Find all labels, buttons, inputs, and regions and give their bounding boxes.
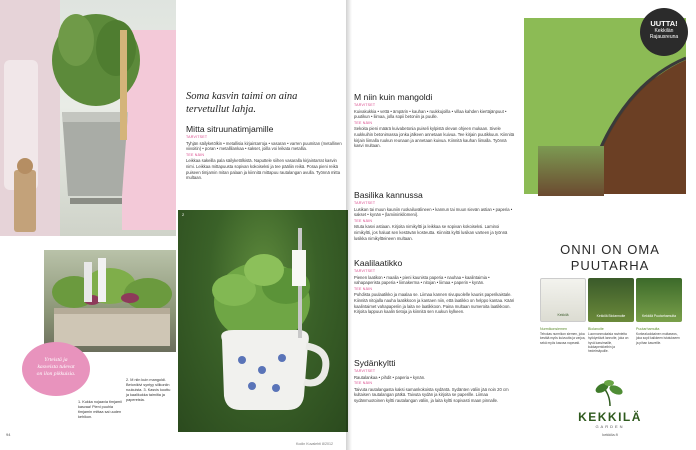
page-ad-kekkila <box>524 0 696 450</box>
product-label: Kekkilä <box>557 313 569 317</box>
intro-line-2: tervetullut lahja. <box>186 104 256 115</box>
section-kicker: TARVITSET <box>354 269 376 273</box>
product-label: Kekkilä Puutarhamulta <box>642 314 676 318</box>
page-number-left: 94 <box>6 432 11 437</box>
photo-cabbage-box <box>44 250 176 352</box>
product-title: Puutarhamulta <box>636 327 660 331</box>
product-seed-bucket <box>540 278 586 322</box>
section-sydankyltti <box>354 358 516 404</box>
section-basilika <box>354 190 516 241</box>
section-title: Basilika kannussa <box>354 190 423 200</box>
section-kicker: TARVITSET <box>186 135 208 139</box>
product-description <box>636 327 682 345</box>
product-description <box>540 327 586 345</box>
section-title: M niin kuin mangoldi <box>354 92 433 102</box>
footer-credit: Kodin Kuvalehti 8/2012 <box>296 442 333 446</box>
cabbage-box-illustration <box>44 250 176 352</box>
badge-line-1: Yrteistä ja <box>44 357 68 363</box>
section-mitta <box>186 124 344 181</box>
page-gutter <box>346 0 352 450</box>
intro-line-1: Soma kasvin taimi on aina <box>186 91 298 102</box>
section-title: Mitta sitruunatimjamille <box>186 124 274 134</box>
section-body: Lusikan tai muun kauniin ruokailuvälineen • kannun tai muun sievän astian • paperia • sakset • kynän • (lamiininkilomeni). <box>354 206 513 218</box>
section-body-2: Sekoita pieni määrä kuivabetonia puiseli kylpistä olevan ohjeen mukaan. Sivele ruukkuihin betonimassa jonka jälkeen annetaan kuivua. Tee kirjain puutikkuun. Kiinnitä kirjain liimalla ruukun reunaan ja annetaan kuivua. Kiinnitä kauhan liimalla. Työnnä kasvi multaan. <box>354 126 515 149</box>
badge-line-3: on ilon pikkuisia. <box>36 371 76 377</box>
photo-number-2: 2 <box>182 212 185 217</box>
section-kaalilaatikko <box>354 258 516 315</box>
section-body: Pienen laatikon • maalia • pieni kaunista paperia • nauhaa • kaalintaimia • vahapaperista paperia • liimakerma • nitojan • liimaa • paperin • kynän. <box>354 274 490 286</box>
photo-edging-detail <box>538 146 604 196</box>
section-body: Rautalankaa • pihdit • paperia • kynän. <box>354 374 426 380</box>
section-kicker-2: TEE NÄIN <box>354 286 373 291</box>
section-kicker-2: TEE NÄIN <box>354 120 373 125</box>
section-title: Sydänkyltti <box>354 358 396 368</box>
pink-quote-badge <box>22 342 90 396</box>
product-title: Nurmikonsiemen <box>540 327 567 331</box>
section-body-2: Puhdista puulaatikko ja maalaa se. Liimaa kannen sivupuolelle kaunis paperikaistale. Kiinnitä nitojalla nauha laatikkoon ja kantaen niin, että laatikko on helppo kantaa. Kääri kaalintaimet vahapaperiin ja laita ne laatikkoon. Paina multaan numeroita laatikkoon. Kirjoita lappuun kaalin tietoja ja kiinnitä sen ruukun kylkeen. <box>354 292 515 315</box>
section-body: Kuivakukkia • vettä • ämpärin • kauhan • ruukkujoilla • villaa kahden kiertäjänpuut • puutikun • liimaa, jolla sopii betoniin ja puulle. <box>354 108 507 120</box>
product-label: Kekkilä Biolannoite <box>596 314 626 318</box>
section-body-2: Taivuta rautalangasta kaksi samankokoista sydäntä. Sydänten väliin jää noin 20 cm kultaisen rautalangan pätkä. Taivuta sydän ja kirjoita se paperille. Liimaa sydänmuotoinen kyltti rautalangan väliin, ja laita kyltti sopivasti maan pinnalle. <box>354 386 509 403</box>
kekkila-leaf-logo-icon <box>580 378 640 408</box>
section-body: Tyhjän säilyketölkin • metallisia kirjaintarroja • vasaran • varren puumitan (metallinen viivoitin) • poran • metallilankaa • sakset, joilla voi leikata metallia. <box>186 140 342 152</box>
section-kicker-2: TEE NÄIN <box>354 381 373 386</box>
product-title: Biolanoite <box>588 327 604 331</box>
section-body-2: Leikkaa sakeilla pala säilyketölkistä. Naputtele siihen vasaralla kirjaintarrat kasvin nimi. Leikkaa mittapuusta sopivan kokoiseksi ja tee pääliin reikä. Poraa pieni reikä puiseen timjamin mitan palaan ja kiinnitä mittapuu rautalangan avulla. Työnnä mitta multaan. <box>186 158 341 181</box>
ad-headline-line-2: PUUTARHA <box>570 258 650 273</box>
badge-new-label: UUTTA! <box>650 19 678 28</box>
ad-headline-line-1: ONNI ON OMA <box>560 242 660 257</box>
section-mangoldi <box>354 92 516 149</box>
section-kicker: TARVITSET <box>354 369 376 373</box>
product-fertilizer <box>588 278 634 322</box>
product-text: Luonnonmukaisia ravinteita hyödyntävä lannoite, joka on hyvä kasvimaille, kukkapenkkeihin ja hedelmäpuille. <box>588 332 629 354</box>
thyme-pot-illustration <box>0 0 178 236</box>
caption-1: 1. Kukka nojaavia timjamii kasvaa! Pieni puuhia timjamin mittaa sai uuden kehikon. <box>78 400 122 419</box>
new-product-badge <box>640 8 688 56</box>
section-kicker-2: TEE NÄIN <box>186 152 205 157</box>
section-kicker-2: TEE NÄIN <box>354 218 373 223</box>
product-text: Tehokas nurmikon siemen, joka kestää myös kuivuutta ja varjoa, sekä myös kasvaa nopeasti. <box>540 332 586 345</box>
photo-basil-jug <box>178 210 348 432</box>
brand-url[interactable]: kekkila.fi <box>602 432 618 437</box>
product-description <box>588 327 634 353</box>
basil-jug-illustration <box>178 210 348 432</box>
badge-product-line-2: Rajausreuna <box>649 34 679 40</box>
intro-text <box>186 90 342 116</box>
section-kicker: TARVITSET <box>354 201 376 205</box>
section-title: Kaalilaatikko <box>354 258 403 268</box>
caption-2: 2. M niin kuin mangoldi. Betonikivi syntyy silikoniin ruukuista. 3. Kasvis koottu ja kaalikukka taimilta ja papereista. <box>126 378 171 402</box>
product-soil-bag <box>636 278 682 322</box>
product-text: Korkealuokkainen multaseos, joka sopii kaikkeen istutukseen ja pihan kasveille. <box>636 332 680 345</box>
photo-thyme-pot <box>0 0 178 236</box>
brand-name: KEKKILÄ <box>578 410 642 424</box>
section-body-2: Istuta kasvi astiaan. Kirjoita nimikyltti ja leikkaa se sopivan kokoiseksi. Laminoi nimikyltti, jos haluat sen kestävän kosteutta. Kiinnitä kyltti lusikan varteen ja työnnä lusikka nimikyltteineen multaan. <box>354 224 508 241</box>
photo-divider <box>176 0 178 236</box>
brand-subtitle: GARDEN <box>595 424 625 429</box>
badge-product-line-1: Kekkilän <box>654 28 674 34</box>
page-right <box>348 0 524 450</box>
section-kicker: TARVITSET <box>354 103 376 107</box>
badge-line-2: kasveista tulevat <box>37 364 75 370</box>
